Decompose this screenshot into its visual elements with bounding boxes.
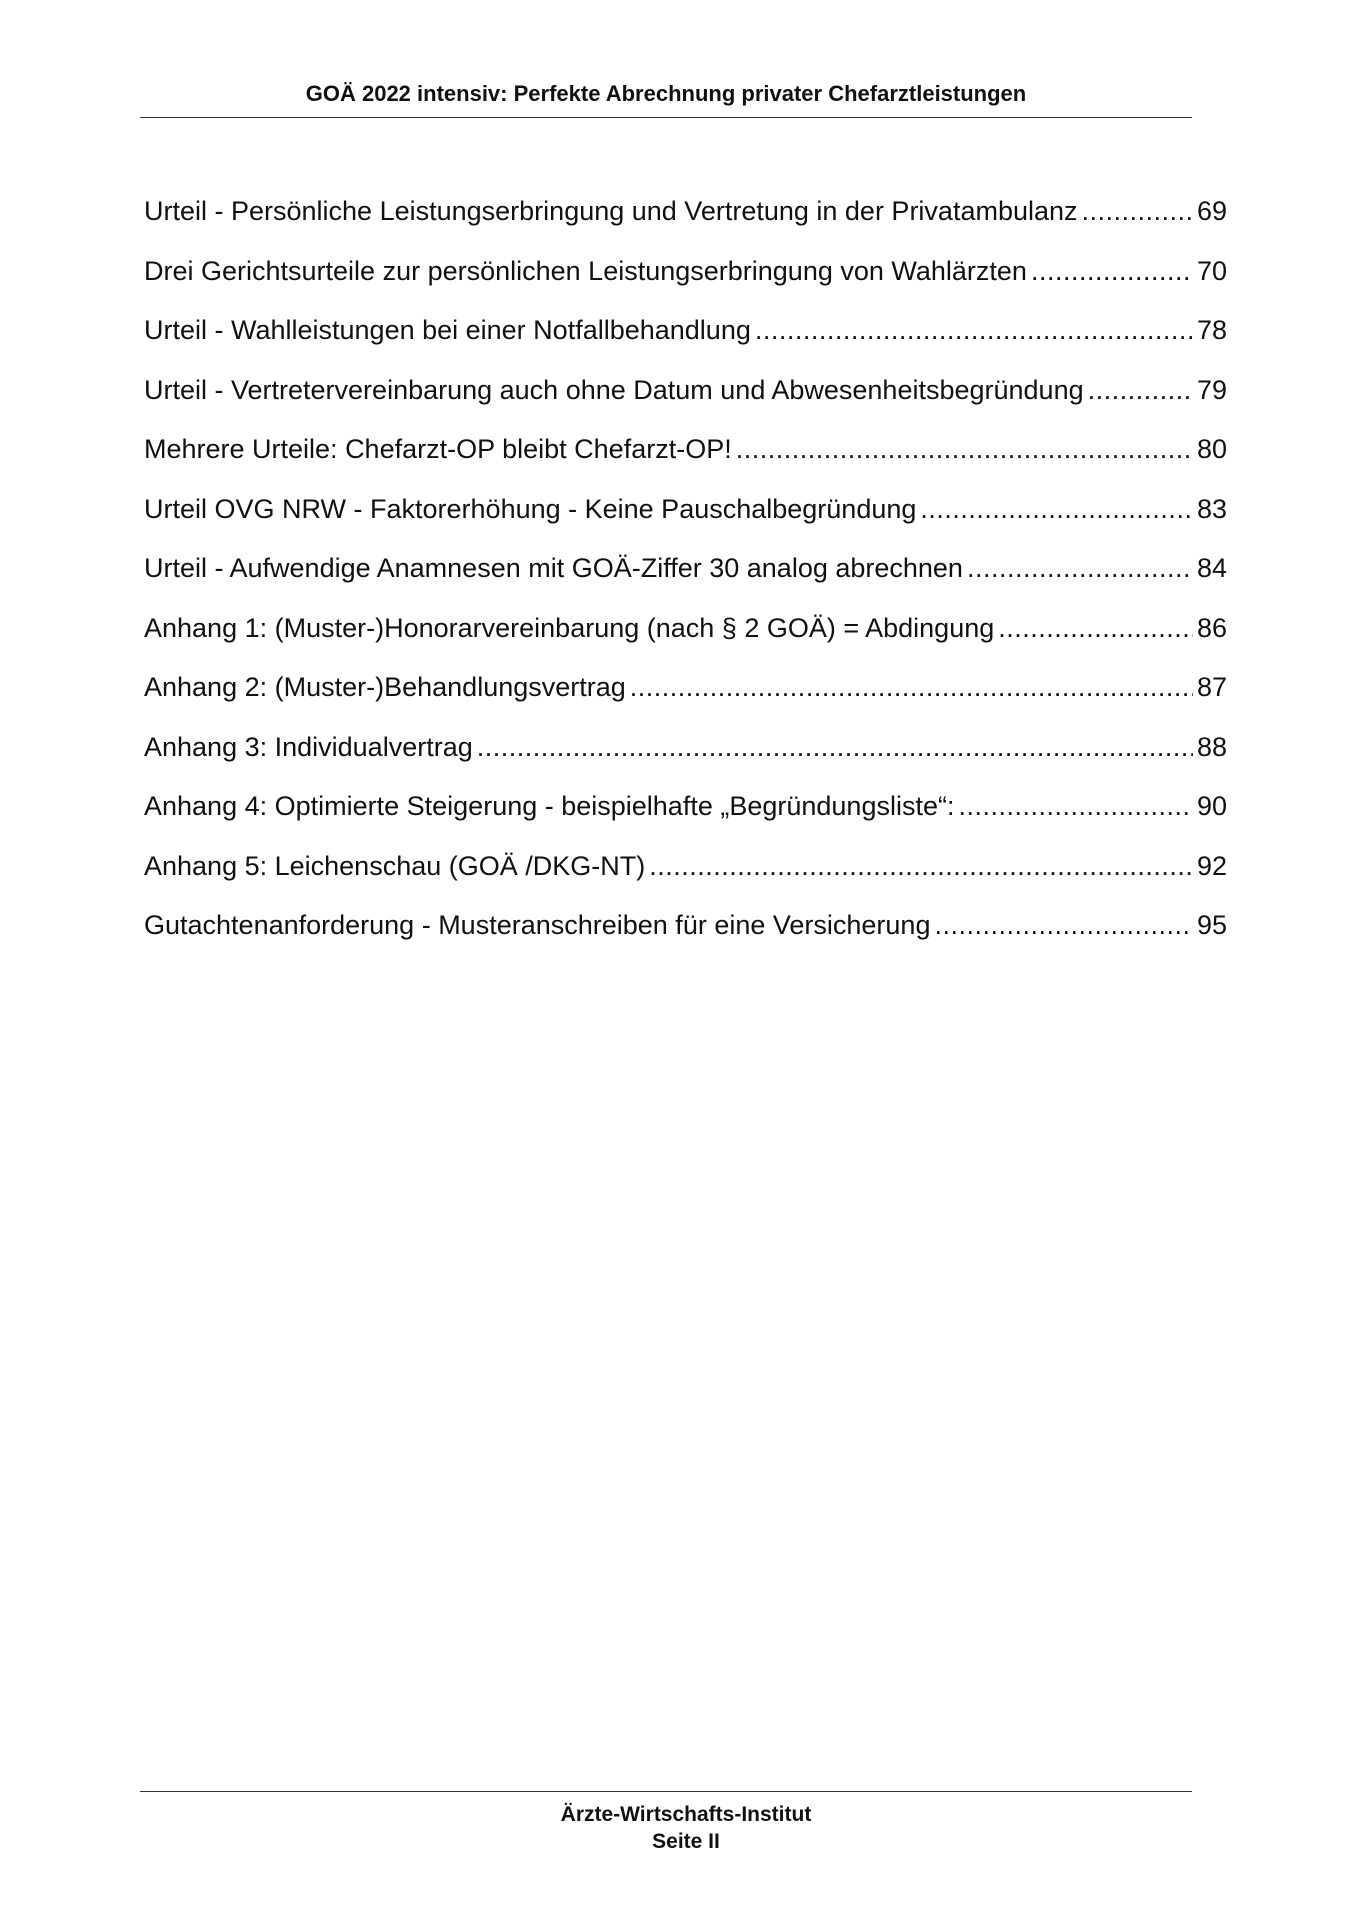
toc-entry[interactable] <box>144 728 1227 788</box>
toc-entry-title: Urteil - Wahlleistungen bei einer Notfallbehandlung <box>144 315 751 345</box>
toc-entry[interactable] <box>144 192 1227 252</box>
toc-entry-page: 80 <box>1196 434 1227 464</box>
footer-institute: Ärzte-Wirtschafts-Institut <box>560 1803 812 1826</box>
toc-dot-leader <box>630 668 1193 706</box>
toc-entry-page: 78 <box>1196 315 1227 345</box>
toc-entry[interactable] <box>144 371 1227 431</box>
toc-entry[interactable] <box>144 549 1227 609</box>
toc-entry[interactable] <box>144 609 1227 669</box>
header-divider <box>140 117 1192 118</box>
toc-entry-title: Gutachtenanforderung - Musteranschreiben für eine Versicherung <box>144 910 931 940</box>
toc-entry[interactable] <box>144 787 1227 847</box>
toc-dot-leader <box>967 549 1193 587</box>
toc-entry-page: 87 <box>1196 672 1227 702</box>
toc-entry[interactable] <box>144 847 1227 907</box>
toc-entry-title: Anhang 4: Optimierte Steigerung - beispielhafte „Begründungsliste“: <box>144 791 955 821</box>
toc-entry-page: 84 <box>1196 553 1227 583</box>
toc-entry-title: Urteil OVG NRW - Faktorerhöhung - Keine Pauschalbegründung <box>144 493 917 524</box>
toc-dot-leader <box>649 847 1193 885</box>
toc-entry-page: 70 <box>1196 255 1227 286</box>
toc-entry[interactable] <box>144 430 1227 490</box>
toc-dot-leader <box>958 787 1192 825</box>
toc-entry-page: 92 <box>1196 850 1227 881</box>
toc-entry-page: 86 <box>1196 612 1227 643</box>
toc-dot-leader <box>920 490 1193 528</box>
toc-dot-leader <box>1031 252 1193 290</box>
toc-entry-page: 95 <box>1196 910 1227 940</box>
toc-entry[interactable] <box>144 311 1227 371</box>
toc-dot-leader <box>736 430 1193 468</box>
toc-entry-page: 79 <box>1196 374 1227 405</box>
toc-dot-leader <box>1082 192 1193 230</box>
toc-entry-title: Mehrere Urteile: Chefarzt-OP bleibt Chefarzt-OP! <box>144 434 732 464</box>
toc-entry[interactable] <box>144 906 1227 966</box>
toc-entry[interactable] <box>144 252 1227 312</box>
toc-entry-title: Urteil - Persönliche Leistungserbringung und Vertretung in der Privatambulanz <box>144 196 1078 226</box>
toc-dot-leader <box>477 728 1193 766</box>
toc-entry-page: 83 <box>1196 493 1227 524</box>
toc-dot-leader <box>755 311 1193 349</box>
toc-entry-title: Urteil - Aufwendige Anamnesen mit GOÄ-Ziffer 30 analog abrechnen <box>144 553 963 583</box>
page-footer <box>140 1801 1232 1855</box>
footer-divider <box>140 1791 1192 1792</box>
table-of-contents <box>144 192 1227 966</box>
toc-dot-leader <box>1088 371 1193 409</box>
toc-entry-title: Urteil - Vertretervereinbarung auch ohne Datum und Abwesenheitsbegründung <box>144 374 1084 405</box>
toc-entry-page: 90 <box>1196 791 1227 821</box>
toc-entry-title: Anhang 3: Individualvertrag <box>144 731 473 762</box>
toc-entry-title: Anhang 2: (Muster-)Behandlungsvertrag <box>144 672 626 702</box>
toc-entry-title: Drei Gerichtsurteile zur persönlichen Leistungserbringung von Wahlärzten <box>144 255 1027 286</box>
toc-dot-leader <box>934 906 1192 944</box>
toc-entry-page: 88 <box>1196 731 1227 762</box>
toc-dot-leader <box>998 609 1193 647</box>
toc-entry[interactable] <box>144 668 1227 728</box>
toc-entry-title: Anhang 5: Leichenschau (GOÄ /DKG-NT) <box>144 850 646 881</box>
toc-entry-title: Anhang 1: (Muster-)Honorarvereinbarung (nach § 2 GOÄ) = Abdingung <box>144 612 995 643</box>
toc-entry-page: 69 <box>1196 196 1227 226</box>
running-header: GOÄ 2022 intensiv: Perfekte Abrechnung privater Chefarztleistungen <box>305 81 1027 106</box>
toc-entry[interactable] <box>144 490 1227 550</box>
footer-page-number: Seite II <box>652 1830 720 1853</box>
